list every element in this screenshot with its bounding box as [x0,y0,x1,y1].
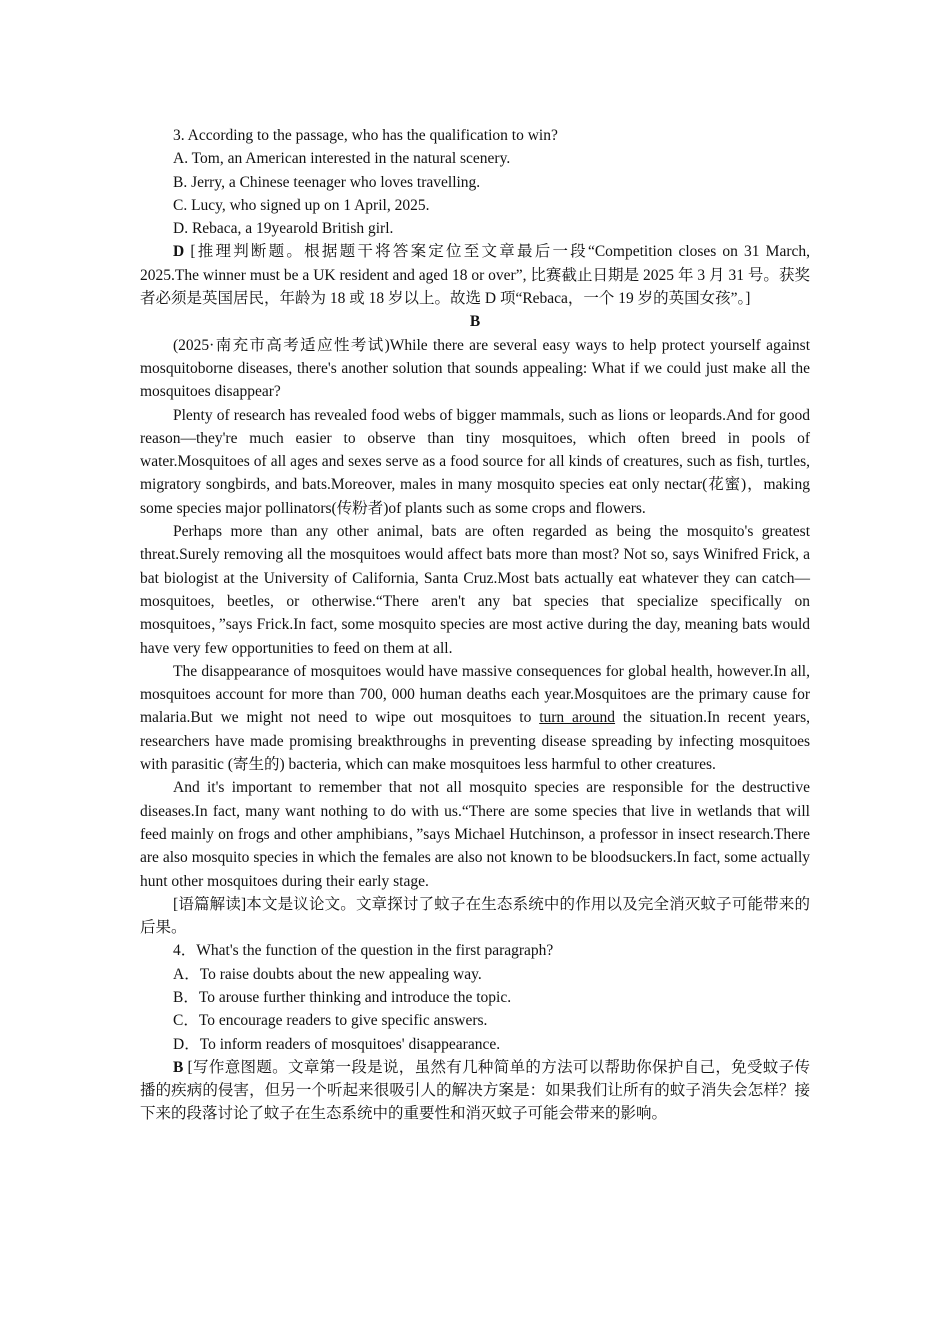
paragraph-4-text-start: The disappearance of mosquitoes would have massive consequences for global health, however.In all, mosquitoes account for more than 700, 000 human deaths each year.Mosquitoes are the primary cause for malaria.But we might not need to wipe out mosquitoes to [140,662,810,727]
passage-paragraph-5: And it's important to remember that not all mosquito species are responsible for the destructive diseases.In fact, many want nothing to do with us.“There are some species that live in wetlands that will feed mainly on frogs and other amphibians，”says Michael Hutchinson, a professor in insect research.There are also mosquito species in which the females are also not known to be bloodsuckers.In fact, some actually hunt other mosquitoes during their early stage. [140,779,810,890]
question-4-option-d: D．To inform readers of mosquitoes' disappearance. [173,1035,501,1053]
section-b-heading: B [469,313,481,331]
question-4-answer [140,1056,810,1126]
passage-paragraph-2: Plenty of research has revealed food webs of bigger mammals, such as lions or leopards.And for good reason—they're much easier to observe than tiny mosquitoes, which often breed in pools of water.Mosquitoes of all ages and sexes serve as a food source for all kinds of creatures, such as fish, turtles, migratory songbirds, and bats.Moreover, males in many mosquito species eat only nectar(花蜜)，making some species major pollinators(传粉者)of plants such as some crops and flowers. [140,406,810,517]
passage-paragraph-1: (2025·南充市高考适应性考试)While there are several easy ways to help protect yourself against mosquitoborne diseases, there's another solution that sounds appealing: What if we could just make all the mosquitoes disappear? [140,336,810,401]
question-4-explanation: [写作意图题。文章第一段是说，虽然有几种简单的方法可以帮助你保护自己，免受蚊子传播的疾病的侵害，但另一个听起来很吸引人的解决方案是：如果我们让所有的蚊子消失会怎样？接下来的段落讨论了蚊子在生态系统中的重要性和消灭蚊子可能会带来的影响。 [140,1058,810,1123]
question-3-option-a: A. Tom, an American interested in the natural scenery. [173,150,511,168]
question-3-option-d: D. Rebaca, a 19yearold British girl. [173,220,394,238]
question-3-option-c: C. Lucy, who signed up on 1 April, 2025. [173,196,430,214]
question-4-stem: 4．What's the function of the question in the first paragraph? [173,942,554,960]
question-3-answer [140,240,810,310]
question-4-answer-letter: B [173,1058,184,1076]
question-3-explanation: [推理判断题。根据题干将答案定位至文章最后一段“Competition closes on 31 March, 2025.The winner must be a UK resident and aged 18 or over”, 比赛截止日期是 2025 年 3 月 31 号。获奖者必须是英国居民，年龄为 18 或 18 岁以上。故选 D 项“Rebaca，一个 19 岁的英国女孩”。] [140,243,810,308]
underlined-phrase: turn around [539,709,616,727]
reading-note: [语篇解读]本文是议论文。文章探讨了蚊子在生态系统中的作用以及完全消灭蚊子可能带来的后果。 [140,895,810,937]
question-4-option-a: A．To raise doubts about the new appealing way. [173,965,482,983]
question-3-stem: 3. According to the passage, who has the qualification to win? [173,127,558,144]
question-4-option-b: B．To arouse further thinking and introduce the topic. [173,988,512,1006]
question-3-answer-letter: D [173,243,185,261]
paragraph-4-text-end: the situation.In recent years, researchers have made promising breakthroughs in preventing disease spreading by infecting mosquitoes with parasitic (寄生的) bacteria, which can make mosquitoes less harmful to other creatures. [140,709,810,774]
passage-paragraph-4 [140,660,810,776]
question-3-option-b: B. Jerry, a Chinese teenager who loves travelling. [173,173,481,191]
passage-paragraph-3: Perhaps more than any other animal, bats are often regarded as being the mosquito's greatest threat.Surely removing all the mosquitoes would affect bats more than most? Not so, says Winifred Frick, a bat biologist at the University of California, Santa Cruz.Most bats actually eat whatever they can catch—mosquitoes, beetles, or otherwise.“There aren't any bat species that specialize specifically on mosquitoes，”says Frick.In fact, some mosquito species are most active during the day, meaning bats would have very few opportunities to feed on them at all. [140,523,810,657]
question-4-option-c: C．To encourage readers to give specific answers. [173,1012,488,1030]
